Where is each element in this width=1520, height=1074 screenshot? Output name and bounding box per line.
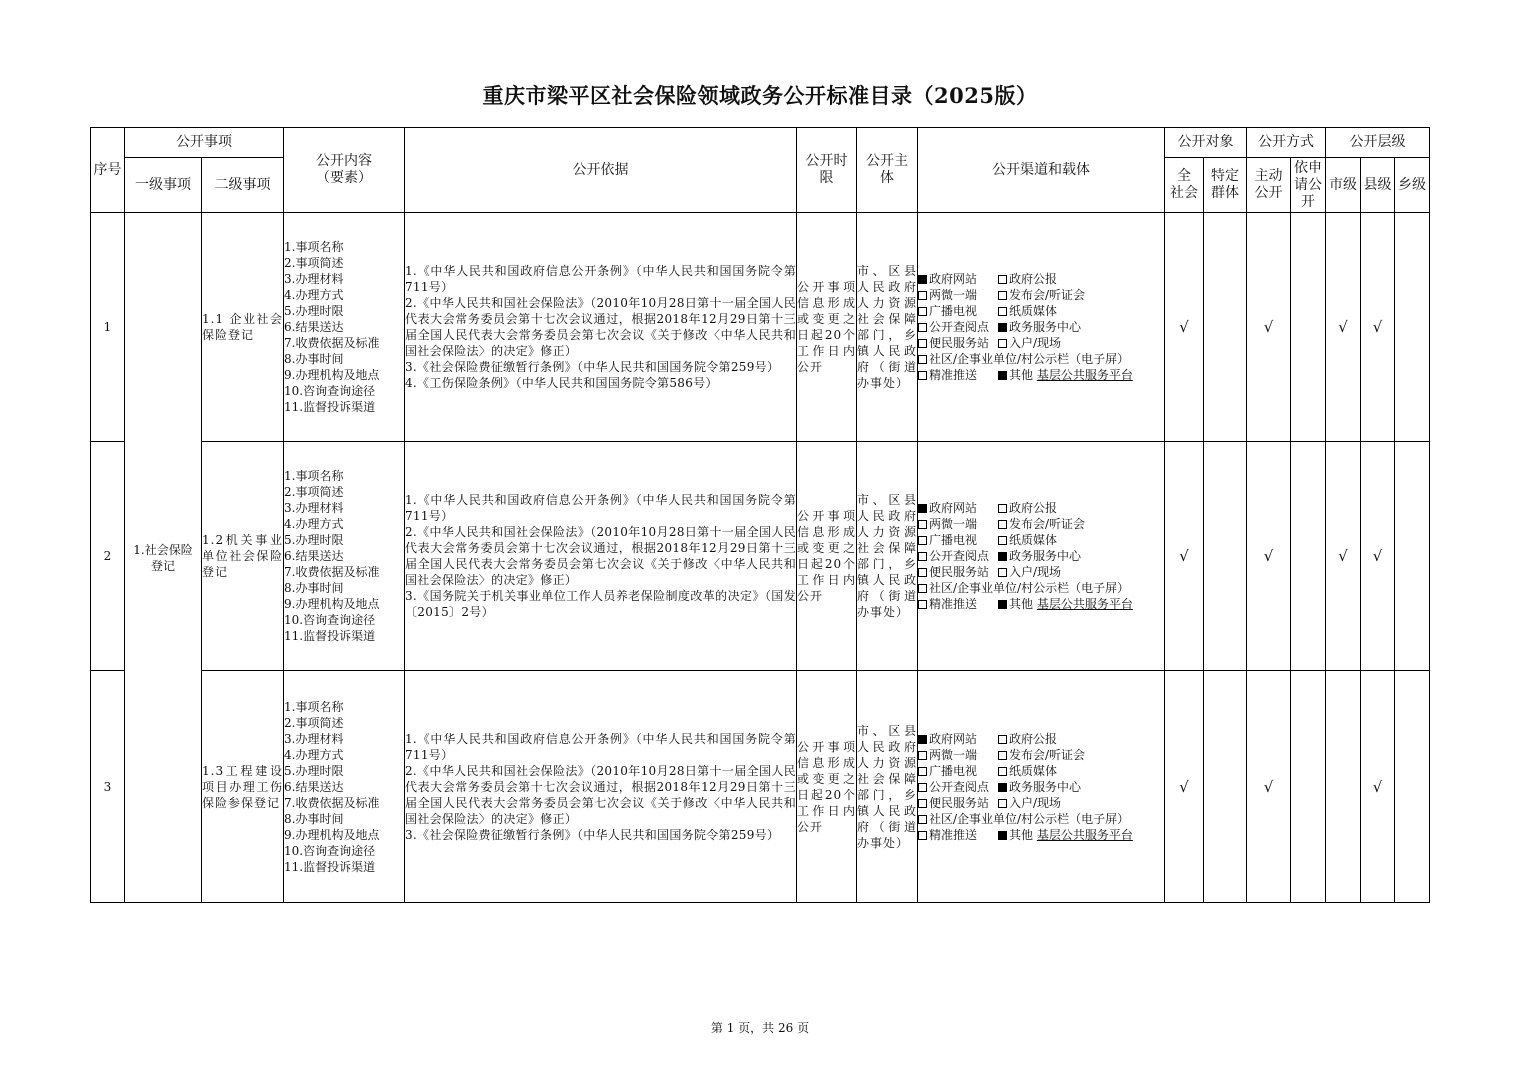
channel-line bbox=[918, 564, 1164, 580]
content-element: 7.收费依据及标准 bbox=[284, 336, 380, 350]
table-row bbox=[91, 213, 1430, 442]
channel-option bbox=[918, 548, 998, 564]
check-all: √ bbox=[1165, 213, 1204, 442]
channel-other-text: 基层公共服务平台 bbox=[1036, 597, 1133, 611]
page-title: 重庆市梁平区社会保险领域政务公开标准目录（2025版） bbox=[482, 83, 1038, 108]
basis-item: 3.《国务院关于机关事业单位工作人员养老保险制度改革的决定》（国发〔2015〕2号） bbox=[405, 589, 796, 619]
content-element: 9.办理机构及地点 bbox=[284, 368, 380, 382]
content-elements bbox=[284, 671, 405, 903]
channel-label: 发布会/听证会 bbox=[1009, 747, 1086, 762]
channel-other-text: 基层公共服务平台 bbox=[1036, 368, 1133, 382]
channel-option bbox=[918, 564, 998, 580]
checkbox-icon bbox=[918, 371, 927, 380]
content-element: 2.事项简述 bbox=[284, 256, 344, 270]
level1-item-line: 1.社会保险 bbox=[133, 542, 193, 557]
check-specific bbox=[1204, 213, 1247, 442]
content-element: 8.办事时间 bbox=[284, 811, 344, 826]
basis-item: 1.《中华人民共和国政府信息公开条例》（中华人民共和国国务院令第711号） bbox=[405, 493, 796, 523]
content-element: 11.监督投诉渠道 bbox=[284, 859, 376, 874]
checkbox-icon bbox=[918, 275, 927, 284]
channel-option bbox=[918, 287, 998, 303]
channel-option bbox=[998, 500, 1057, 516]
channel-line bbox=[918, 367, 1164, 383]
row-seq: 1 bbox=[91, 213, 125, 442]
channel-label: 政府网站 bbox=[929, 272, 978, 286]
checkbox-icon bbox=[998, 831, 1007, 840]
channel-label: 精准推送 bbox=[929, 368, 978, 382]
table-body bbox=[91, 213, 1430, 903]
channel-option bbox=[998, 731, 1057, 747]
channel-line bbox=[918, 516, 1164, 532]
channel-line bbox=[918, 580, 1164, 596]
content-element: 9.办理机构及地点 bbox=[284, 597, 380, 611]
level2-item: 1.2机关事业单位社会保险登记 bbox=[202, 442, 284, 671]
channel-option bbox=[918, 779, 998, 795]
channel-line bbox=[918, 335, 1164, 351]
checkbox-icon bbox=[998, 371, 1007, 380]
channel-option bbox=[918, 271, 998, 287]
channels-list bbox=[918, 442, 1165, 671]
channel-option bbox=[998, 303, 1057, 319]
content-element: 1.事项名称 bbox=[284, 240, 344, 254]
content-element: 5.办理时限 bbox=[284, 533, 344, 547]
channel-line bbox=[918, 763, 1164, 779]
level1-item bbox=[125, 213, 202, 903]
channel-option bbox=[998, 747, 1085, 763]
level1-item-line: 登记 bbox=[150, 558, 175, 573]
check-active: √ bbox=[1247, 213, 1291, 442]
channel-option bbox=[918, 795, 998, 811]
checkbox-icon bbox=[998, 339, 1007, 348]
subject-text: 市、区县人民政府人力资源社会保障部门，乡镇人民政府（街道办事处） bbox=[857, 213, 918, 442]
check-request bbox=[1291, 671, 1326, 903]
channel-label: 公开查阅点 bbox=[929, 779, 990, 794]
header-seq: 序号 bbox=[91, 128, 125, 213]
header-method-request: 依申 请公 开 bbox=[1291, 158, 1326, 213]
channel-label: 纸质媒体 bbox=[1009, 304, 1058, 318]
checkbox-icon bbox=[998, 568, 1007, 577]
content-element: 2.事项简述 bbox=[284, 485, 344, 499]
check-request bbox=[1291, 442, 1326, 671]
checkbox-icon bbox=[998, 600, 1007, 609]
subject-text: 市、区县人民政府人力资源社会保障部门，乡镇人民政府（街道办事处） bbox=[857, 442, 918, 671]
checkbox-icon bbox=[998, 323, 1007, 332]
content-element: 5.办理时限 bbox=[284, 304, 344, 318]
channel-option bbox=[998, 763, 1057, 779]
header-target-group: 公开对象 bbox=[1165, 128, 1247, 158]
channel-line bbox=[918, 287, 1164, 303]
row-seq: 2 bbox=[91, 442, 125, 671]
checkbox-icon bbox=[918, 568, 927, 577]
check-all: √ bbox=[1165, 671, 1204, 903]
channel-option bbox=[918, 763, 998, 779]
content-element: 6.结果送达 bbox=[284, 320, 344, 334]
checkbox-icon bbox=[998, 751, 1007, 760]
table-header bbox=[91, 128, 1430, 213]
header-target-all: 全 社会 bbox=[1165, 158, 1204, 213]
content-element: 8.办事时间 bbox=[284, 352, 344, 366]
check-county: √ bbox=[1361, 442, 1395, 671]
checkbox-icon bbox=[998, 275, 1007, 284]
basis-item: 2.《中华人民共和国社会保险法》（2010年10月28日第十一届全国人民代表大会常务委员会第十七次会议通过，根据2018年12月29日第十三届全国人民代表大会常务委员会第七次会议《关于修改〈中华人民共和国社会保险法〉的决定》修正） bbox=[405, 296, 796, 358]
channel-option bbox=[998, 367, 1133, 383]
header-level-county: 县级 bbox=[1361, 158, 1395, 213]
content-element: 7.收费依据及标准 bbox=[284, 565, 380, 579]
checkbox-icon bbox=[998, 504, 1007, 513]
channel-option bbox=[918, 367, 998, 383]
channel-option bbox=[998, 795, 1061, 811]
channel-line bbox=[918, 747, 1164, 763]
checkbox-icon bbox=[918, 536, 927, 545]
channel-label: 政府公报 bbox=[1009, 272, 1058, 286]
channel-option bbox=[918, 335, 998, 351]
channel-line bbox=[918, 827, 1164, 843]
channel-label: 政府公报 bbox=[1009, 501, 1058, 515]
checkbox-icon bbox=[918, 552, 927, 561]
channel-label: 两微一端 bbox=[929, 288, 978, 302]
content-element: 10.咨询查询途径 bbox=[284, 613, 376, 627]
channel-line bbox=[918, 271, 1164, 287]
channel-option bbox=[918, 596, 998, 612]
check-active: √ bbox=[1247, 671, 1291, 903]
channel-label: 政务服务中心 bbox=[1009, 320, 1082, 334]
check-town bbox=[1395, 213, 1430, 442]
checkbox-icon bbox=[918, 307, 927, 316]
channel-line bbox=[918, 795, 1164, 811]
deadline-text: 公开事项信息形成或变更之日起20个工作日内公开 bbox=[797, 213, 857, 442]
header-channels: 公开渠道和载体 bbox=[918, 128, 1165, 213]
channel-label: 便民服务站 bbox=[929, 336, 990, 350]
channel-label: 其他 bbox=[1009, 368, 1034, 382]
checkbox-icon bbox=[998, 307, 1007, 316]
checkbox-icon bbox=[998, 783, 1007, 792]
header-subject: 公开主 体 bbox=[857, 128, 918, 213]
checkbox-icon bbox=[918, 584, 927, 593]
checkbox-icon bbox=[918, 291, 927, 300]
channel-option bbox=[918, 731, 998, 747]
channel-label: 入户/现场 bbox=[1009, 795, 1062, 810]
channel-label: 社区/企事业单位/村公示栏（电子屏） bbox=[929, 352, 1130, 366]
deadline-text: 公开事项信息形成或变更之日起20个工作日内公开 bbox=[797, 671, 857, 903]
content-element: 1.事项名称 bbox=[284, 699, 344, 714]
check-county: √ bbox=[1361, 671, 1395, 903]
channel-label: 精准推送 bbox=[929, 827, 978, 842]
channel-option bbox=[998, 779, 1081, 795]
content-element: 6.结果送达 bbox=[284, 549, 344, 563]
content-element: 3.办理材料 bbox=[284, 731, 344, 746]
channel-label: 广播电视 bbox=[929, 533, 978, 547]
channel-option bbox=[998, 596, 1133, 612]
basis-item: 3.《社会保险费征缴暂行条例》（中华人民共和国国务院令第259号） bbox=[405, 360, 780, 374]
checkbox-icon bbox=[998, 552, 1007, 561]
basis-item: 1.《中华人民共和国政府信息公开条例》（中华人民共和国国务院令第711号） bbox=[405, 264, 796, 294]
channel-label: 政务服务中心 bbox=[1009, 549, 1082, 563]
checkbox-icon bbox=[918, 751, 927, 760]
channel-label: 入户/现场 bbox=[1009, 565, 1062, 579]
table-row bbox=[91, 442, 1430, 671]
checkbox-icon bbox=[918, 767, 927, 776]
channel-label: 公开查阅点 bbox=[929, 549, 990, 563]
checkbox-icon bbox=[918, 735, 927, 744]
channel-line bbox=[918, 303, 1164, 319]
checkbox-icon bbox=[918, 600, 927, 609]
header-items-group: 公开事项 bbox=[125, 128, 284, 158]
channel-label: 精准推送 bbox=[929, 597, 978, 611]
channel-label: 入户/现场 bbox=[1009, 336, 1062, 350]
check-city: √ bbox=[1326, 442, 1361, 671]
channel-option bbox=[998, 548, 1081, 564]
content-element: 10.咨询查询途径 bbox=[284, 384, 376, 398]
basis-text bbox=[405, 442, 797, 671]
content-element: 2.事项简述 bbox=[284, 715, 344, 730]
channel-option bbox=[918, 319, 998, 335]
content-elements bbox=[284, 213, 405, 442]
checkbox-icon bbox=[918, 831, 927, 840]
content-element: 1.事项名称 bbox=[284, 469, 344, 483]
header-method-group: 公开方式 bbox=[1247, 128, 1326, 158]
catalog-table bbox=[90, 127, 1430, 903]
check-county: √ bbox=[1361, 213, 1395, 442]
content-element: 5.办理时限 bbox=[284, 763, 344, 778]
content-element: 11.监督投诉渠道 bbox=[284, 400, 376, 414]
checkbox-icon bbox=[918, 355, 927, 364]
deadline-text: 公开事项信息形成或变更之日起20个工作日内公开 bbox=[797, 442, 857, 671]
check-city bbox=[1326, 671, 1361, 903]
checkbox-icon bbox=[998, 799, 1007, 808]
channel-label: 两微一端 bbox=[929, 747, 978, 762]
basis-item: 2.《中华人民共和国社会保险法》（2010年10月28日第十一届全国人民代表大会常务委员会第十七次会议通过，根据2018年12月29日第十三届全国人民代表大会常务委员会第七次会议《关于修改〈中华人民共和国社会保险法〉的决定》修正） bbox=[405, 763, 796, 826]
subject-text: 市、区县人民政府人力资源社会保障部门，乡镇人民政府（街道办事处） bbox=[857, 671, 918, 903]
header-level2: 二级事项 bbox=[202, 158, 284, 213]
channel-label: 政府公报 bbox=[1009, 731, 1058, 746]
content-element: 11.监督投诉渠道 bbox=[284, 629, 376, 643]
check-town bbox=[1395, 671, 1430, 903]
basis-item: 1.《中华人民共和国政府信息公开条例》（中华人民共和国国务院令第711号） bbox=[405, 731, 796, 762]
page-footer: 第 1 页，共 26 页 bbox=[710, 1021, 810, 1035]
content-element: 6.结果送达 bbox=[284, 779, 344, 794]
basis-item: 4.《工伤保险条例》（中华人民共和国国务院令第586号） bbox=[405, 376, 718, 390]
check-all: √ bbox=[1165, 442, 1204, 671]
content-elements bbox=[284, 442, 405, 671]
header-level1: 一级事项 bbox=[125, 158, 202, 213]
basis-item: 3.《社会保险费征缴暂行条例》（中华人民共和国国务院令第259号） bbox=[405, 827, 780, 842]
channel-line bbox=[918, 319, 1164, 335]
checkbox-icon bbox=[998, 291, 1007, 300]
checkbox-icon bbox=[918, 799, 927, 808]
header-basis: 公开依据 bbox=[405, 128, 797, 213]
checkbox-icon bbox=[998, 735, 1007, 744]
channel-label: 便民服务站 bbox=[929, 795, 990, 810]
content-element: 7.收费依据及标准 bbox=[284, 795, 380, 810]
channel-label: 公开查阅点 bbox=[929, 320, 990, 334]
channels-list bbox=[918, 213, 1165, 442]
level2-item: 1.1 企业社会保险登记 bbox=[202, 213, 284, 442]
checkbox-icon bbox=[998, 520, 1007, 529]
channel-option bbox=[918, 747, 998, 763]
channel-label: 政务服务中心 bbox=[1009, 779, 1082, 794]
check-specific bbox=[1204, 671, 1247, 903]
channel-label: 政府网站 bbox=[929, 501, 978, 515]
channel-option bbox=[998, 564, 1061, 580]
checkbox-icon bbox=[918, 520, 927, 529]
channel-line bbox=[918, 779, 1164, 795]
header-level-city: 市级 bbox=[1326, 158, 1361, 213]
basis-text bbox=[405, 213, 797, 442]
table-row bbox=[91, 671, 1430, 903]
channel-option bbox=[998, 532, 1057, 548]
header-target-specific: 特定 群体 bbox=[1204, 158, 1247, 213]
channel-label: 社区/企事业单位/村公示栏（电子屏） bbox=[929, 811, 1130, 826]
content-element: 3.办理材料 bbox=[284, 501, 344, 515]
content-element: 10.咨询查询途径 bbox=[284, 843, 376, 858]
channel-option bbox=[998, 271, 1057, 287]
channel-option bbox=[918, 303, 998, 319]
checkbox-icon bbox=[918, 815, 927, 824]
header-level-group: 公开层级 bbox=[1326, 128, 1430, 158]
checkbox-icon bbox=[998, 536, 1007, 545]
basis-text bbox=[405, 671, 797, 903]
channel-label: 其他 bbox=[1009, 827, 1034, 842]
channel-label: 发布会/听证会 bbox=[1009, 517, 1086, 531]
channel-line bbox=[918, 500, 1164, 516]
channel-option bbox=[998, 827, 1133, 843]
basis-item: 2.《中华人民共和国社会保险法》（2010年10月28日第十一届全国人民代表大会常务委员会第十七次会议通过，根据2018年12月29日第十三届全国人民代表大会常务委员会第七次会议《关于修改〈中华人民共和国社会保险法〉的决定》修正） bbox=[405, 525, 796, 587]
channel-label: 便民服务站 bbox=[929, 565, 990, 579]
channel-line bbox=[918, 596, 1164, 612]
header-method-active: 主动 公开 bbox=[1247, 158, 1291, 213]
channel-option bbox=[918, 500, 998, 516]
channel-label: 发布会/听证会 bbox=[1009, 288, 1086, 302]
row-seq: 3 bbox=[91, 671, 125, 903]
content-element: 3.办理材料 bbox=[284, 272, 344, 286]
content-element: 8.办事时间 bbox=[284, 581, 344, 595]
channel-label: 其他 bbox=[1009, 597, 1034, 611]
channel-option bbox=[918, 580, 1129, 596]
channel-label: 纸质媒体 bbox=[1009, 533, 1058, 547]
checkbox-icon bbox=[918, 323, 927, 332]
channel-label: 两微一端 bbox=[929, 517, 978, 531]
channel-label: 社区/企事业单位/村公示栏（电子屏） bbox=[929, 581, 1130, 595]
header-level-town: 乡级 bbox=[1395, 158, 1430, 213]
channel-option bbox=[918, 811, 1129, 827]
channel-label: 广播电视 bbox=[929, 763, 978, 778]
level2-item: 1.3工程建设项目办理工伤保险参保登记 bbox=[202, 671, 284, 903]
check-city: √ bbox=[1326, 213, 1361, 442]
checkbox-icon bbox=[918, 504, 927, 513]
content-element: 4.办理方式 bbox=[284, 747, 344, 762]
channel-line bbox=[918, 532, 1164, 548]
channel-option bbox=[918, 532, 998, 548]
checkbox-icon bbox=[918, 339, 927, 348]
channel-line bbox=[918, 548, 1164, 564]
channel-option bbox=[998, 287, 1085, 303]
checkbox-icon bbox=[918, 783, 927, 792]
channel-label: 广播电视 bbox=[929, 304, 978, 318]
channel-line bbox=[918, 351, 1164, 367]
header-content: 公开内容 （要素） bbox=[284, 128, 405, 213]
channel-option bbox=[998, 335, 1061, 351]
channel-option bbox=[998, 319, 1081, 335]
channel-line bbox=[918, 811, 1164, 827]
checkbox-icon bbox=[998, 767, 1007, 776]
content-element: 9.办理机构及地点 bbox=[284, 827, 380, 842]
channel-option bbox=[918, 351, 1129, 367]
content-element: 4.办理方式 bbox=[284, 517, 344, 531]
check-specific bbox=[1204, 442, 1247, 671]
channel-option bbox=[918, 827, 998, 843]
channel-option bbox=[918, 516, 998, 532]
channel-label: 纸质媒体 bbox=[1009, 763, 1058, 778]
channel-other-text: 基层公共服务平台 bbox=[1036, 827, 1133, 842]
channel-option bbox=[998, 516, 1085, 532]
check-town bbox=[1395, 442, 1430, 671]
check-active: √ bbox=[1247, 442, 1291, 671]
channels-list bbox=[918, 671, 1165, 903]
channel-line bbox=[918, 731, 1164, 747]
channel-label: 政府网站 bbox=[929, 731, 978, 746]
check-request bbox=[1291, 213, 1326, 442]
content-element: 4.办理方式 bbox=[284, 288, 344, 302]
header-deadline: 公开时 限 bbox=[797, 128, 857, 213]
